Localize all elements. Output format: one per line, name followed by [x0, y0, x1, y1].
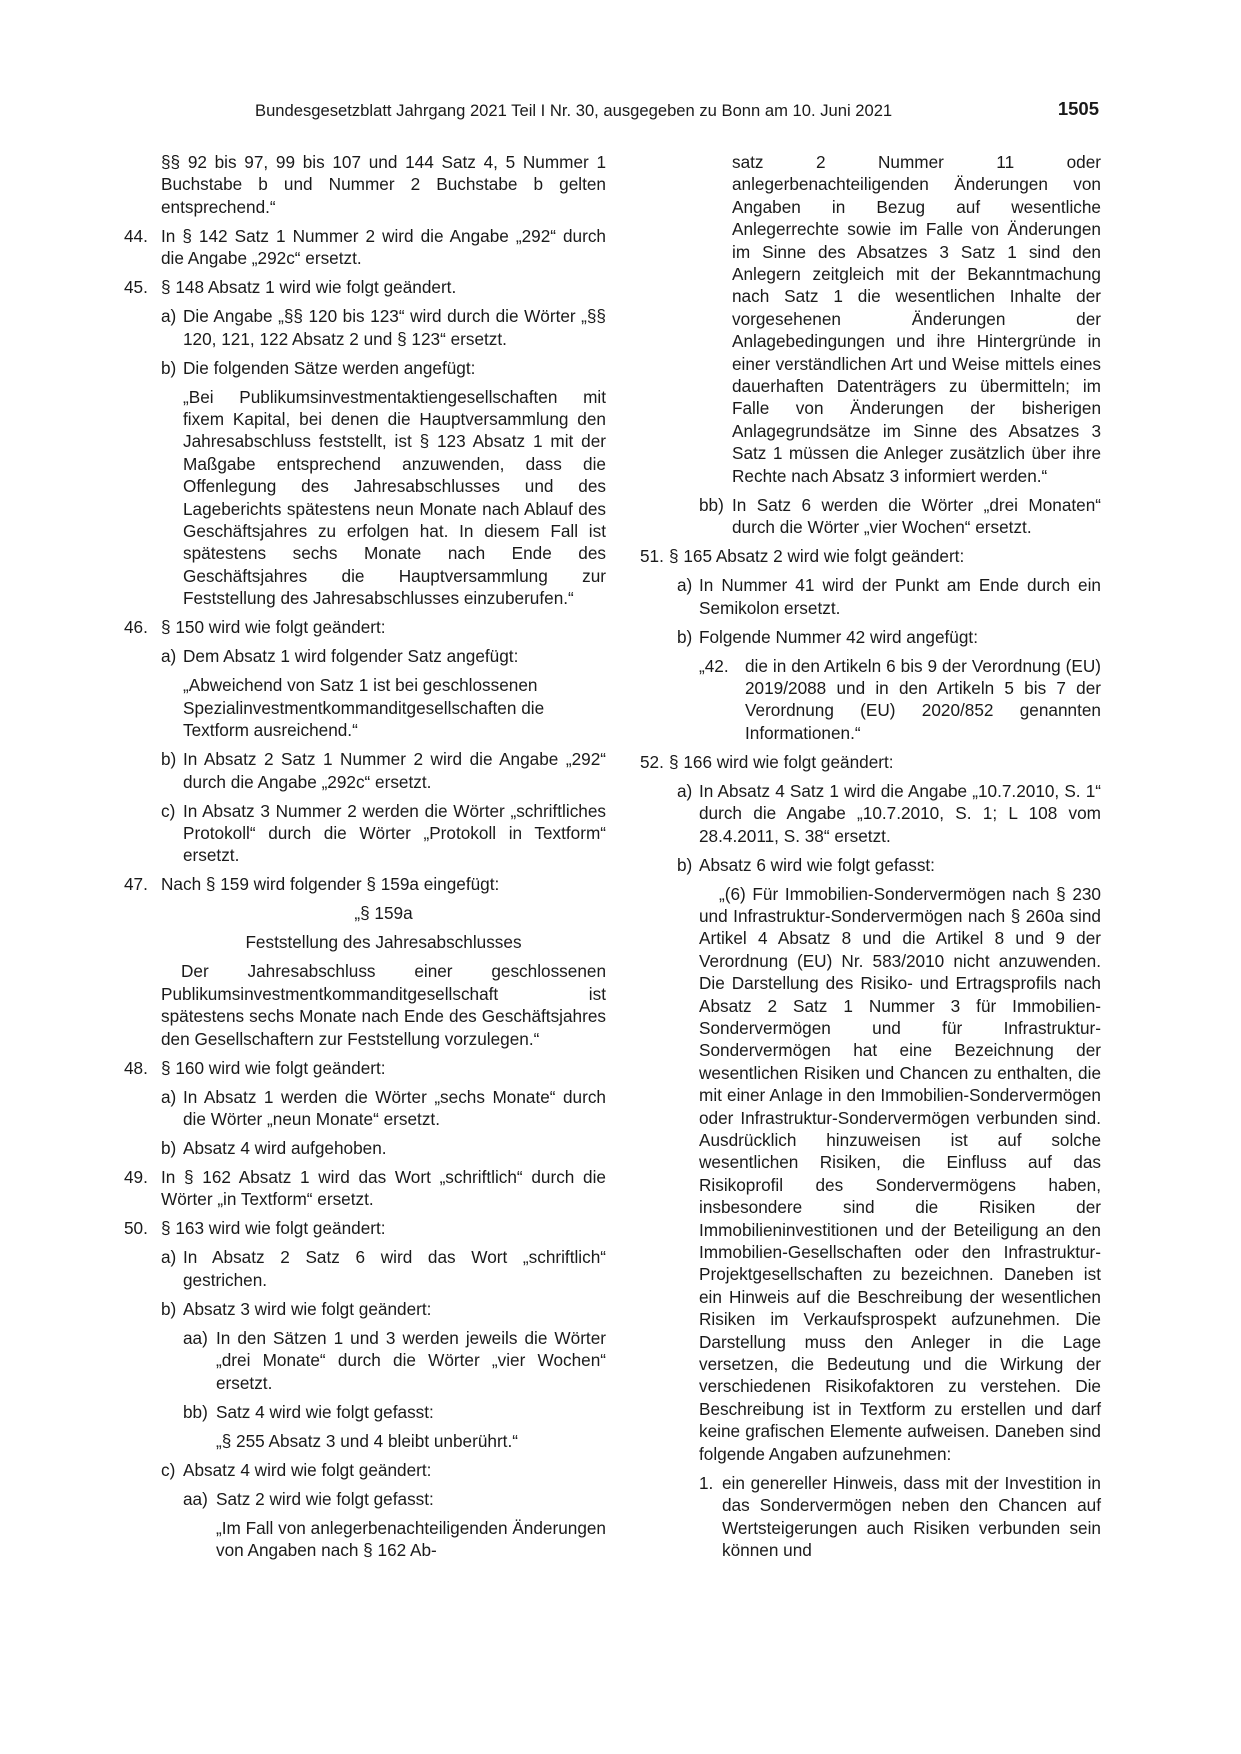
item-text: § 163 wird wie folgt geändert:	[161, 1218, 386, 1239]
subitem-letter: c)	[161, 1459, 176, 1480]
subsubitem-label: aa)	[183, 1327, 208, 1348]
item-49	[124, 1166, 606, 1211]
page-header	[255, 100, 1099, 124]
subitem-letter: a)	[161, 646, 177, 667]
subsubitem-label: bb)	[183, 1401, 208, 1422]
quoted-text: „§ 255 Absatz 3 und 4 bleibt unberührt.“	[216, 1430, 518, 1451]
item-46	[124, 616, 606, 638]
subitem-letter: a)	[677, 780, 693, 801]
item-50-c-aa	[183, 1488, 606, 1510]
subitem-text: Absatz 4 wird wie folgt geändert:	[183, 1459, 432, 1480]
item-text: § 165 Absatz 2 wird wie folgt geändert:	[669, 546, 965, 567]
quoted-list-item-1	[699, 1472, 1101, 1562]
item-45	[124, 276, 606, 298]
subitem-letter: b)	[161, 1137, 177, 1158]
item-50-c	[161, 1459, 606, 1481]
page-number: 1505	[1057, 98, 1099, 119]
item-number: 46.	[124, 617, 148, 638]
item-50-b-bb	[183, 1401, 606, 1423]
subitem-letter: a)	[161, 306, 177, 327]
left-column	[124, 151, 606, 1561]
item-text: § 150 wird wie folgt geändert:	[161, 617, 386, 638]
item-48	[124, 1057, 606, 1079]
item-number: 48.	[124, 1057, 148, 1078]
item-51-b	[677, 626, 1101, 648]
item-46-a	[161, 645, 606, 667]
subitem-text: In Absatz 4 Satz 1 wird die Angabe „10.7.2010, S. 1“ durch die Angabe „10.7.2010, S. 1; L 108 vom 28.4.2011, S. 38“ ersetzt.	[699, 780, 1101, 846]
subitem-letter: b)	[161, 1298, 177, 1319]
item-number: 47.	[124, 874, 148, 895]
subitem-letter: c)	[161, 800, 176, 821]
subsubitem-text: Satz 2 wird wie folgt gefasst:	[216, 1488, 434, 1509]
subitem-text: In Absatz 1 werden die Wörter „sechs Monate“ durch die Wörter „neun Monate“ ersetzt.	[183, 1086, 606, 1129]
section-title: „§ 159a	[354, 903, 413, 924]
section-heading: Feststellung des Jahresabschlusses	[245, 932, 522, 953]
item-50	[124, 1217, 606, 1239]
subitem-text: In Absatz 2 Satz 6 wird das Wort „schriftlich“ gestrichen.	[183, 1247, 606, 1290]
quote-number: „42.	[699, 655, 729, 676]
subsubitem-label: aa)	[183, 1488, 208, 1509]
running-head: Bundesgesetzblatt Jahrgang 2021 Teil I Nr. 30, ausgegeben zu Bonn am 10. Juni 2021	[255, 101, 893, 120]
quoted-number-42	[699, 655, 1101, 745]
right-column	[640, 151, 1101, 1561]
item-text: § 160 wird wie folgt geändert:	[161, 1057, 386, 1078]
quoted-paragraph-6: „(6) Für Immobilien-Sondervermögen nach § 230 und Infrastruktur-Sondervermögen nach § 260a sind Artikel 4 Absatz 8 und die Artikel 8 und 9 der Verordnung (EU) Nr. 583/2010 nicht anzuwenden. Die Darstellung des Risiko- und Ertragsprofils nach Absatz 2 Satz 1 Nummer 3 für Immobilien-Sondervermögen und für Infrastruktur-Sondervermögen hat eine Bezeichnung der wesentlichen Risiken und Chancen zu enthalten, die mit einer Anlage in den Immobilien-Sondervermögen oder Infrastruktur-Sondervermögen verbunden sind. Ausdrücklich hinzuweisen ist auf solche wesentlichen Risiken, die Einfluss auf das Risikoprofil des Sondervermögens haben, insbesondere sind die Risiken der Immobilieninvestitionen und der Beteiligung an den Immobilien-Gesellschaften oder den Infrastruktur-Projektgesellschaften zu bezeichnen. Daneben ist ein Hinweis auf die Beschreibung der wesentlichen Risiken im Verkaufsprospekt aufzunehmen. Die Darstellung muss den Anleger in die Lage versetzen, die Bedeutung und die Wirkung der verschiedenen Risikofaktoren zu verstehen. Die Beschreibung ist in Textform zu erstellen und darf keine grafischen Elemente aufweisen. Daneben sind folgende Angaben aufzunehmen:	[699, 883, 1101, 1464]
item-text: Nach § 159 wird folgender § 159a eingefügt:	[161, 874, 500, 895]
subitem-text: Die folgenden Sätze werden angefügt:	[183, 357, 476, 378]
quote-text: die in den Artikeln 6 bis 9 der Verordnung (EU) 2019/2088 und in den Artikeln 5 bis 7 der Verordnung (EU) 2020/852 genannten Informationen.“	[745, 655, 1101, 743]
subsubitem-label: bb)	[699, 494, 724, 515]
item-text: § 148 Absatz 1 wird wie folgt geändert.	[161, 277, 457, 298]
subitem-letter: a)	[161, 1086, 177, 1107]
item-50-b-aa	[183, 1327, 606, 1394]
subitem-letter: b)	[677, 854, 693, 875]
subitem-letter: a)	[677, 575, 693, 596]
subitem-letter: b)	[161, 749, 177, 770]
subsubitem-text: In Satz 6 werden die Wörter „drei Monaten“ durch die Wörter „vier Wochen“ ersetzt.	[732, 494, 1101, 538]
list-text: ein genereller Hinweis, dass mit der Investition in das Sondervermögen neben den Chancen auf Wertsteigerungen auch Risiken verbunden sein können und	[722, 1472, 1101, 1560]
subitem-text: Absatz 3 wird wie folgt geändert:	[183, 1298, 432, 1319]
item-text: In § 162 Absatz 1 wird das Wort „schriftlich“ durch die Wörter „in Textform“ ersetzt.	[161, 1166, 606, 1210]
item-51	[640, 545, 1101, 567]
continued-quote: satz 2 Nummer 11 oder anlegerbenachteiligenden Änderungen von Angaben in Bezug auf wesentliche Anlegerrechte sowie im Falle von Änderungen im Sinne des Absatzes 3 Satz 1 sind den Anlegern zeitgleich mit der Bekanntmachung nach Satz 1 die wesentlichen Inhalte der vorgesehenen Änderungen der Anlagebedingungen und ihre Hintergründe in einer verständlichen Art und Weise mittels eines dauerhaften Datenträgers zu übermitteln; im Falle von Änderungen der bisherigen Anlagegrundsätze im Sinne des Absatzes 3 Satz 1 müssen die Anleger zusätzlich über ihre Rechte nach Absatz 3 informiert werden.“	[732, 152, 1101, 486]
subitem-text: Absatz 6 wird wie folgt gefasst:	[699, 854, 935, 875]
item-50-c-bb	[699, 494, 1101, 539]
item-number: 45.	[124, 277, 148, 298]
subsubitem-text: Satz 4 wird wie folgt gefasst:	[216, 1401, 434, 1422]
subitem-letter: a)	[161, 1247, 177, 1268]
item-48-a	[161, 1086, 606, 1131]
item-text: § 166 wird wie folgt geändert:	[669, 751, 894, 772]
item-text: In § 142 Satz 1 Nummer 2 wird die Angabe „292“ durch die Angabe „292c“ ersetzt.	[161, 225, 606, 269]
subitem-letter: b)	[677, 626, 693, 647]
subitem-text: Dem Absatz 1 wird folgender Satz angefügt:	[183, 646, 519, 667]
subitem-text: Folgende Nummer 42 wird angefügt:	[699, 626, 978, 647]
subitem-letter: b)	[161, 357, 177, 378]
item-46-b	[161, 748, 606, 793]
subitem-text: In Absatz 2 Satz 1 Nummer 2 wird die Angabe „292“ durch die Angabe „292c“ ersetzt.	[183, 749, 606, 792]
item-45-a	[161, 305, 606, 350]
section-body: Der Jahresabschluss einer geschlossenen Publikumsinvestmentkommanditgesellschaft ist spätestens sechs Monate nach Ende des Geschäftsjahres den Gesellschaftern zur Feststellung vorzulegen.“	[161, 961, 606, 1049]
item-46-c	[161, 800, 606, 867]
item-52-b	[677, 854, 1101, 876]
quoted-text: „Im Fall von anlegerbenachteiligenden Änderungen von Angaben nach § 162 Ab-	[216, 1517, 606, 1560]
continued-text: §§ 92 bis 97, 99 bis 107 und 144 Satz 4, 5 Nummer 1 Buchstabe b und Nummer 2 Buchstabe b gelten entsprechend.“	[161, 152, 606, 217]
subitem-text: Absatz 4 wird aufgehoben.	[183, 1137, 387, 1158]
item-44	[124, 225, 606, 270]
quoted-text: „Abweichend von Satz 1 ist bei geschlossenen Spezialinvestmentkommanditgesellschaften die Textform ausreichend.“	[183, 675, 545, 741]
item-47	[124, 873, 606, 895]
subitem-text: Die Angabe „§§ 120 bis 123“ wird durch die Wörter „§§ 120, 121, 122 Absatz 2 und § 123“ ersetzt.	[183, 306, 606, 349]
item-52-a	[677, 780, 1101, 847]
item-number: 49.	[124, 1166, 148, 1187]
item-45-b	[161, 357, 606, 379]
subsubitem-text: In den Sätzen 1 und 3 werden jeweils die Wörter „drei Monate“ durch die Wörter „vier Wochen“ ersetzt.	[216, 1327, 606, 1393]
list-number: 1.	[699, 1472, 714, 1493]
item-number: 50.	[124, 1218, 148, 1239]
item-50-a	[161, 1246, 606, 1291]
quoted-text: „Bei Publikumsinvestmentaktiengesellschaften mit fixem Kapital, bei denen die Hauptversammlung den Jahresabschluss feststellt, ist § 123 Absatz 1 mit der Maßgabe entsprechend anzuwenden, dass die Offenlegung des Jahresabschlusses und des Lageberichts spätestens neun Monate nach Ablauf des Geschäftsjahres zu erfolgen hat. In diesem Fall ist spätestens sechs Monate nach Ende des Geschäftsjahres die Hauptversammlung zur Feststellung des Jahresabschlusses einzuberufen.“	[183, 386, 606, 609]
subitem-text: In Absatz 3 Nummer 2 werden die Wörter „schriftliches Protokoll“ durch die Wörter „Protokoll in Textform“ ersetzt.	[183, 800, 606, 866]
item-51-a	[677, 574, 1101, 619]
item-52	[640, 751, 1101, 773]
item-number: 44.	[124, 225, 148, 246]
item-number: 52.	[640, 751, 664, 772]
item-50-b	[161, 1298, 606, 1320]
item-number: 51.	[640, 546, 664, 567]
item-48-b	[161, 1137, 606, 1159]
subitem-text: In Nummer 41 wird der Punkt am Ende durch ein Semikolon ersetzt.	[699, 575, 1101, 618]
